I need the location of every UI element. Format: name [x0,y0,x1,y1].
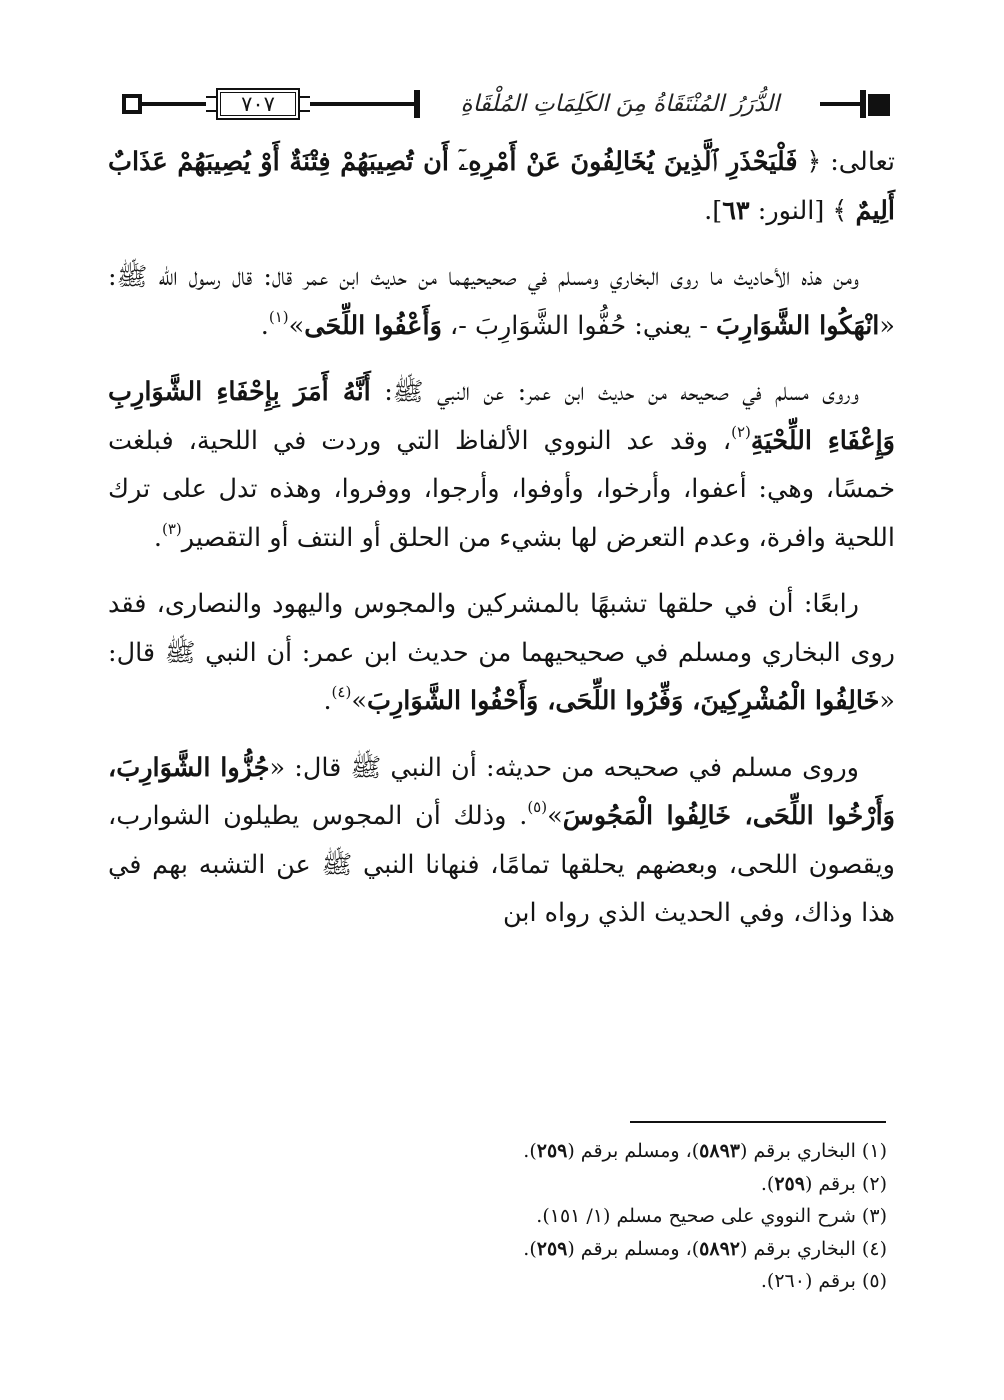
footnote-marker: (٤) [331,683,352,701]
book-title: الدُّرَرُ المُنْتَقَاةُ مِنَ الكَلِمَاتِ المُلْقَاةِ [460,91,780,117]
text-run: » [288,310,305,341]
emphasized-text: أَنَّهُ أَمَرَ بِإِحْفَاءِ الشَّوَارِبِ وَإِعْفَاءِ اللِّحْيَةِ [108,377,896,456]
text-run: . [153,522,162,553]
header-rule-right [820,102,860,106]
emphasized-text: خَالِفُوا الْمُشْرِكِينَ، وَفِّرُوا اللِّحَى، وَأَحْفُوا الشَّوَارِبَ [366,686,880,716]
text-run: وروى مسلم في صحيحه من حديث ابن عمر: عن النبي ﷺ: [370,377,859,407]
text-run: (٢) برقم ( [804,1172,887,1195]
header-bar-divider [414,90,420,118]
text-run: ومن هذه الأحاديث ما روى البخاري ومسلم في صحيحيهما من حديث ابن عمر قال: قال رسول الله ﷺ: « [108,262,895,341]
footnote-item [108,1135,887,1168]
page-number: ٧٠٧ [220,92,296,116]
emphasized-text: ٢٥٩ [536,1140,568,1162]
text-run: . [260,310,269,341]
text-run: » [351,686,367,716]
text-run: ﴾ [النور: [749,195,856,226]
text-run: )، ومسلم برقم ( [567,1140,700,1162]
page-header [112,88,892,122]
text-run: وروى مسلم في صحيحه من حديثه: أن النبي ﷺ قال: « [269,752,859,783]
header-rule-middle [310,102,414,106]
header-square-ornament-right [868,94,890,116]
emphasized-text: ٥٨٩٢ [699,1237,740,1260]
text-run: ). [760,1172,775,1195]
footnote-item [108,1168,887,1201]
emphasized-text: فَلْيَحْذَرِ ٱلَّذِينَ يُخَالِفُونَ عَنْ أَمْرِهِۦٓ أَن تُصِيبَهُمْ فِتْنَةٌ أَوْ يُصِيبَهُمْ عَذَابٌ أَلِيمٌ [108,147,895,226]
paragraph [108,744,895,938]
text-run: » [547,801,563,831]
text-run: (٥) برقم (٢٦٠). [760,1270,887,1292]
emphasized-text: جُزُّوا الشَّوَارِبَ، وَأَرْخُوا اللِّحَى، خَالِفُوا الْمَجُوسَ [108,752,895,831]
header-square-ornament-left [122,94,142,114]
paragraph [108,368,895,562]
emphasized-text: ٢٥٩ [774,1172,805,1195]
footnote-marker: (٢) [731,422,751,441]
body-text [108,138,895,956]
footnote-item [108,1265,887,1298]
footnotes [108,1135,887,1298]
text-run: ، وقد عد النووي الألفاظ التي وردت في اللحية، فبلغت خمسًا، وهي: أعفوا، وأرخوا، وأوفوا، وأرجوا، ووفروا، وهذه تدل على ترك اللحية وافرة، وعدم التعرض لها بشيء من الحلق أو النتف أو التقصير [108,425,895,553]
text-run: ). [523,1237,537,1260]
footnote-marker: (١) [268,307,289,326]
text-run: تعالى: ﴿ [797,147,895,177]
text-run: (٣) شرح النووي على صحيح مسلم (١/ ١٥١). [536,1205,887,1227]
header-rule-left [142,102,206,106]
text-run: (٤) البخاري برقم ( [740,1237,887,1260]
emphasized-text: انْهَكُوا الشَّوَارِبَ [716,310,880,341]
page-number-frame [206,88,310,120]
footnote-separator [630,1121,886,1123]
text-run: ). [523,1140,537,1162]
emphasized-text: ٥٨٩٣ [699,1140,740,1162]
emphasized-text: وَأَعْفُوا اللِّحَى [304,310,442,341]
text-run: . وذلك أن المجوس يطيلون الشوارب، ويقصون اللحى، وبعضهم يحلقها تمامًا، فنهانا النبي ﷺ عن التشبه بهم في هذا وذاك، وفي الحديث الذي رواه ابن [108,801,895,928]
paragraph [108,253,895,350]
header-bar-divider-right [860,90,866,118]
text-run: - يعني: حُفُّوا الشَّوَارِبَ -، [441,310,717,341]
paragraph [108,580,895,726]
text-run: (١) البخاري برقم ( [740,1140,887,1162]
text-run: ]. [704,195,723,226]
footnote-marker: (٣) [161,519,182,538]
footnote-marker: (٥) [527,798,548,816]
emphasized-text: ٦٣ [722,195,750,226]
paragraph [108,138,895,235]
footnote-item [108,1200,887,1233]
footnote-item [108,1233,887,1266]
emphasized-text: ٢٥٩ [536,1237,568,1260]
text-run: )، ومسلم برقم ( [567,1237,700,1260]
text-run: رابعًا: أن في حلقها تشبهًا بالمشركين والمجوس واليهود والنصارى، فقد روى البخاري ومسلم في صحيحيهما من حديث ابن عمر: أن النبي ﷺ قال: « [108,589,895,716]
text-run: . [323,686,332,716]
